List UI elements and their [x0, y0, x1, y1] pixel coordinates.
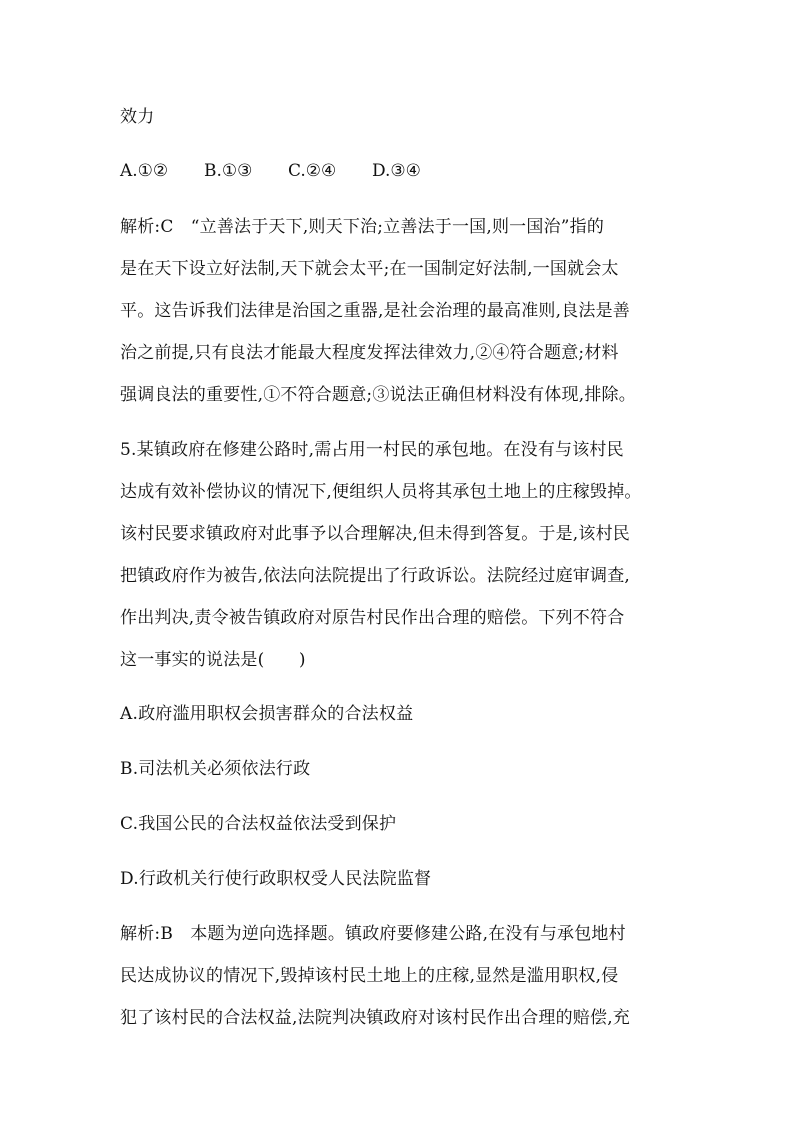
q4-analysis-line: 是在天下设立好法制,天下就会太平;在一国制定好法制,一国就会太 [120, 259, 619, 279]
q4-analysis-line: 平。这告诉我们法律是治国之重器,是社会治理的最高准则,良法是善 [120, 301, 631, 321]
q4-option-d: D.③④ [372, 161, 421, 181]
q5-option-c: C.我国公民的合法权益依法受到保护 [120, 814, 397, 834]
q5-stem-line: 5.某镇政府在修建公路时,需占用一村民的承包地。在没有与该村民 [120, 440, 624, 460]
q5-analysis-line: 解析:B 本题为逆向选择题。镇政府要修建公路,在没有与承包地村 [120, 924, 626, 944]
q5-stem-line: 作出判决,责令被告镇政府对原告村民作出合理的赔偿。下列不符合 [120, 608, 625, 628]
q4-analysis-line: 治之前提,只有良法才能最大程度发挥法律效力,②④符合题意;材料 [120, 343, 619, 363]
q5-option-a: A.政府滥用职权会损害群众的合法权益 [120, 704, 414, 724]
q5-analysis-line: 犯了该村民的合法权益,法院判决镇政府对该村民作出合理的赔偿,充 [120, 1008, 631, 1028]
q4-option-c: C.②④ [288, 161, 337, 181]
q4-analysis-line: 解析:C “立善法于天下,则天下治;立善法于一国,则一国治”指的 [120, 217, 605, 237]
q5-stem-line: 该村民要求镇政府对此事予以合理解决,但未得到答复。于是,该村民 [120, 524, 631, 544]
q5-stem-line: 这一事实的说法是( ) [120, 650, 306, 670]
q5-analysis-line: 民达成协议的情况下,毁掉该村民土地上的庄稼,显然是滥用职权,侵 [120, 966, 619, 986]
q4-stem-tail: 效力 [120, 107, 155, 127]
q4-option-a: A.①② [120, 161, 169, 181]
q5-option-d: D.行政机关行使行政职权受人民法院监督 [120, 869, 432, 889]
q4-analysis-line: 强调良法的重要性,①不符合题意;③说法正确但材料没有体现,排除。 [120, 385, 636, 405]
q5-stem-line: 把镇政府作为被告,依法向法院提出了行政诉讼。法院经过庭审调查, [120, 566, 631, 586]
q4-option-b: B.①③ [204, 161, 253, 181]
q5-option-b: B.司法机关必须依法行政 [120, 759, 311, 779]
q4-options [120, 161, 421, 181]
q5-stem-line: 达成有效补偿协议的情况下,便组织人员将其承包土地上的庄稼毁掉。 [120, 482, 642, 502]
